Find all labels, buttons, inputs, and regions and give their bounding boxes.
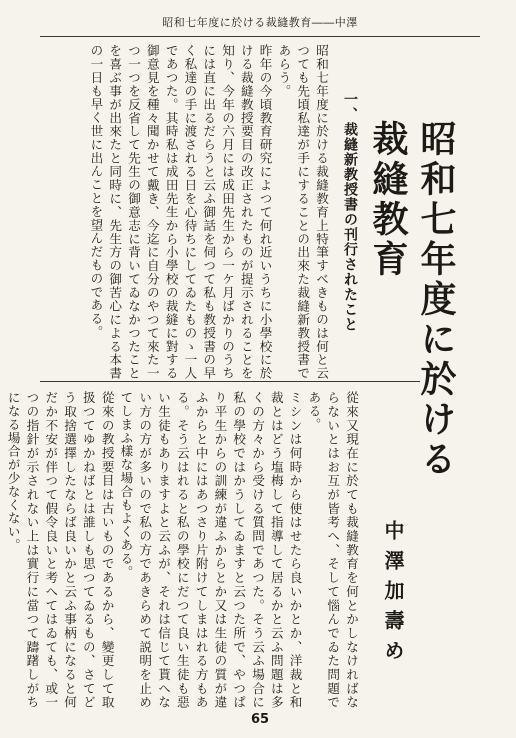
page-number: 65 [250, 712, 270, 727]
top-rule [40, 36, 480, 37]
upper-body-text [48, 44, 330, 380]
paragraph: 從來又現在に於ても裁縫教育を何とかしなければならないとはお互が皆考へ、そして惱んでゐた問題である。 [306, 391, 359, 709]
author-name: 中澤加壽め [381, 520, 405, 670]
paragraph: 從來の教授要目は古いものであるから、變更して取扱つてゆかねばとは誰しも思つてゐるもの、さてどう取捨選擇したならば良いかと云ふ事柄になると何だか不安が伴つて假令良いと考へてはゐても、或一つの指針が示されない上は實行に當つて躊躇しがちになる場合が少なくない。 [5, 391, 115, 709]
paragraph: ミシンは何時から使はせたら良いかとか、洋裁と和裁とはどう塩梅して指導して居るかと云ふ問題は多くの方々から受ける質問であつた。そう云ふ場合に私の學校ではかうしてゐますと云つた所で、やつぱり平生からの訓練が違ふからとか又は生徒の質が違ふからと中にはあつさり片附けてしまはれる方もある。そう云はれると私の學校にだつて良い生徒も惡い生徒もありますよと云ふが、それは信じて貰へない方の方が多いので私の方であきらめて説明を止めてしまふ樣な場合もよくある。 [118, 391, 303, 709]
running-head: 昭和七年度に於ける裁縫教育――中澤 [162, 16, 358, 29]
lower-body-text [5, 391, 360, 709]
article-title: 昭和七年度に於ける裁縫教育 [367, 120, 457, 480]
paragraph: 昭和七年度に於ける裁縫教育上特筆すべきものは何と云つても先頃私達が手にすることの出來た裁縫新教授書であらう。 [276, 44, 329, 380]
section-divider [40, 381, 420, 382]
paragraph: 昨年の今頃教育研究によつて何れ近いうちに小學校に於ける裁縫教授要目の改正されたものが提示されることを知り、今年の六月には成田先生から一ケ月ばかりのうちには直に出るだらうと云ふ御話を伺つて私も教授書の早く私達の手に渡される日を心待ちにしてゐたものゝ一人であつた。其時私は成田先生から小學校の裁縫に對する御意見を種々聞かせて戴き、今迄に自分のやつて來た一つ一つを反省して先生の御意志に背いてゐなかつたことを喜ぶ事が出來たと同時に、先生方の御苦心による本書の一日も早く世に出んことを望んだものである。 [88, 44, 273, 380]
section-heading: 一、裁縫新教授書の刊行されたこと [342, 92, 358, 332]
